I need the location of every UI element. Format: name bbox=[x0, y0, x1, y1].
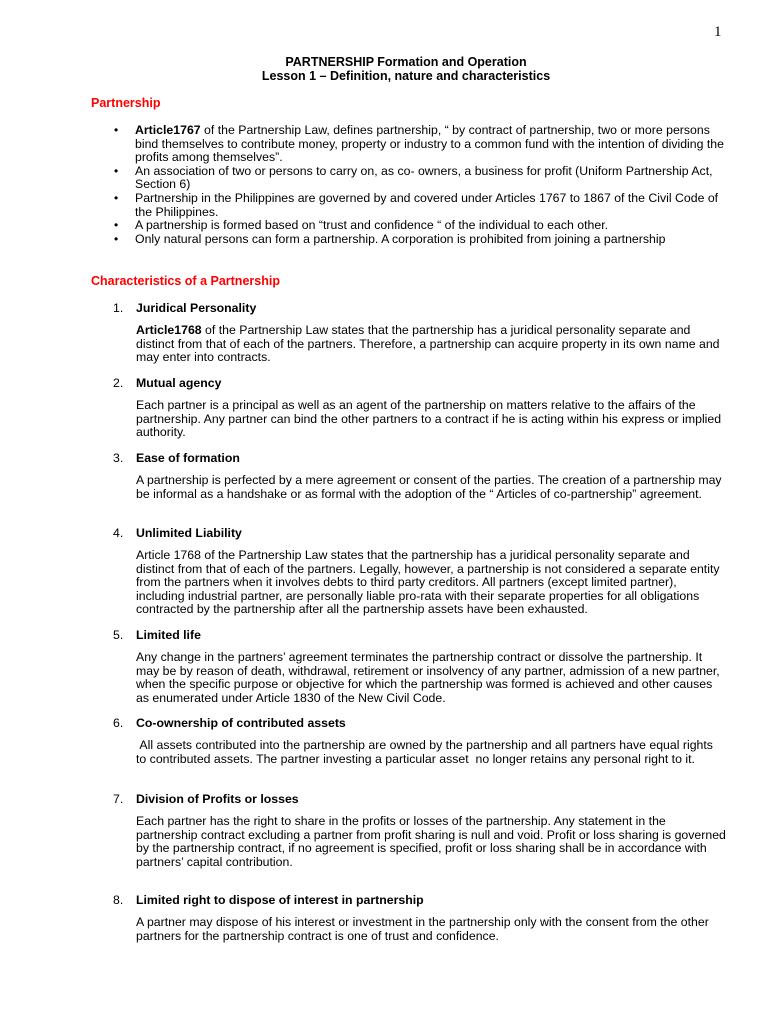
item-body: A partnership is perfected by a mere agreement or consent of the parties. The creation of a partnership may be informal as a handshake or as formal with the adoption of the “ Articles of co-partnership” agreement. bbox=[136, 473, 722, 501]
item-title: Juridical Personality bbox=[136, 301, 257, 315]
document-title bbox=[0, 55, 768, 83]
item-number: 5. bbox=[113, 628, 124, 642]
item-number: 6. bbox=[113, 716, 124, 730]
bullet-item bbox=[114, 192, 724, 219]
item-body: Each partner is a principal as well as an agent of the partnership on matters relative to the affairs of the partnership. Any partner can bind the other partners to a contract if he is acting within his express or implied authority. bbox=[136, 398, 722, 440]
item-body: A partner may dispose of his interest or investment in the partnership only with the consent from the other partners for the partnership contract is one of trust and confidence. bbox=[136, 915, 709, 943]
item-number: 7. bbox=[113, 792, 124, 806]
item-body bbox=[136, 324, 726, 365]
item-body-bold: Article1768 bbox=[136, 323, 202, 337]
item-title: Division of Profits or losses bbox=[136, 792, 299, 806]
item-number: 3. bbox=[113, 451, 124, 465]
bullet-text: Partnership in the Philippines are governed by and covered under Articles 1767 to 1867 of the Civil Code of the Philippines. bbox=[135, 190, 719, 219]
item-body: Each partner has the right to share in the profits or losses of the partnership. Any statement in the partnership contract excluding a partner from profit sharing is null and void. Profit or loss sharing is governed by the partnership contract, if no agreement is specified, profit or loss sharing shall be in accordance with partners’ capital contribution. bbox=[136, 814, 726, 869]
item-title: Mutual agency bbox=[136, 376, 222, 390]
bullet-bold: Article1767 bbox=[135, 123, 201, 137]
item-number: 8. bbox=[113, 893, 124, 907]
bullet-text: An association of two or persons to carry on, as co- owners, a business for profit (Uniform Partnership Act, Section 6) bbox=[135, 163, 713, 192]
item-body: Article 1768 of the Partnership Law states that the partnership has a juridical personality separate and distinct from that of each of the partners. Legally, however, a partnership is not considered a separate entity from the partners when it involves debts to third party creditors. All partners (except limited partner), including industrial partner, are personally liable pro-rata with their separate properties for all obligations contracted by the partnership after all the partnership assets have been exhausted. bbox=[136, 548, 720, 617]
section-heading-partnership: Partnership bbox=[91, 96, 161, 110]
item-number: 2. bbox=[113, 376, 124, 390]
page-number: 1 bbox=[714, 24, 722, 40]
item-title: Unlimited Liability bbox=[136, 526, 242, 540]
title-line-1: PARTNERSHIP Formation and Operation bbox=[285, 55, 527, 69]
bullet-text: of the Partnership Law, defines partnership, “ by contract of partnership, two or more persons bind themselves to contribute money, property or industry to a common fund with the intention of dividing the profits among themselves”. bbox=[135, 123, 724, 165]
bullet-item bbox=[114, 233, 724, 247]
item-title: Co-ownership of contributed assets bbox=[136, 716, 346, 730]
bullet-item bbox=[114, 219, 724, 233]
item-body: All assets contributed into the partnership are owned by the partnership and all partners have equal rights to contributed assets. The partner investing a particular asset no longer retains any personal right to it. bbox=[136, 738, 717, 766]
item-number: 4. bbox=[113, 526, 124, 540]
title-line-2: Lesson 1 – Definition, nature and characteristics bbox=[261, 69, 551, 83]
partnership-bullet-list bbox=[114, 124, 724, 246]
item-body: Any change in the partners’ agreement terminates the partnership contract or dissolve the partnership. It may be by reason of death, withdrawal, retirement or insolvency of any partner, admission of a new partner, when the specific purpose or objective for which the partnership was formed is achieved and other causes as enumerated under Article 1830 of the New Civil Code. bbox=[136, 650, 720, 705]
bullet-text: A partnership is formed based on “trust and confidence “ of the individual to each other. bbox=[135, 218, 609, 233]
item-title: Limited right to dispose of interest in partnership bbox=[136, 893, 424, 907]
item-title: Ease of formation bbox=[136, 451, 240, 465]
section-heading-characteristics: Characteristics of a Partnership bbox=[91, 274, 280, 288]
bullet-text: Only natural persons can form a partnership. A corporation is prohibited from joining a partnership bbox=[135, 231, 666, 246]
item-body-text: of the Partnership Law states that the partnership has a juridical personality separate and distinct from that of each of the partners. Therefore, a partnership can acquire property in its own name and may enter into contracts. bbox=[136, 323, 720, 365]
item-number: 1. bbox=[113, 301, 124, 315]
bullet-item bbox=[114, 124, 724, 165]
bullet-item bbox=[114, 165, 724, 192]
item-title: Limited life bbox=[136, 628, 201, 642]
